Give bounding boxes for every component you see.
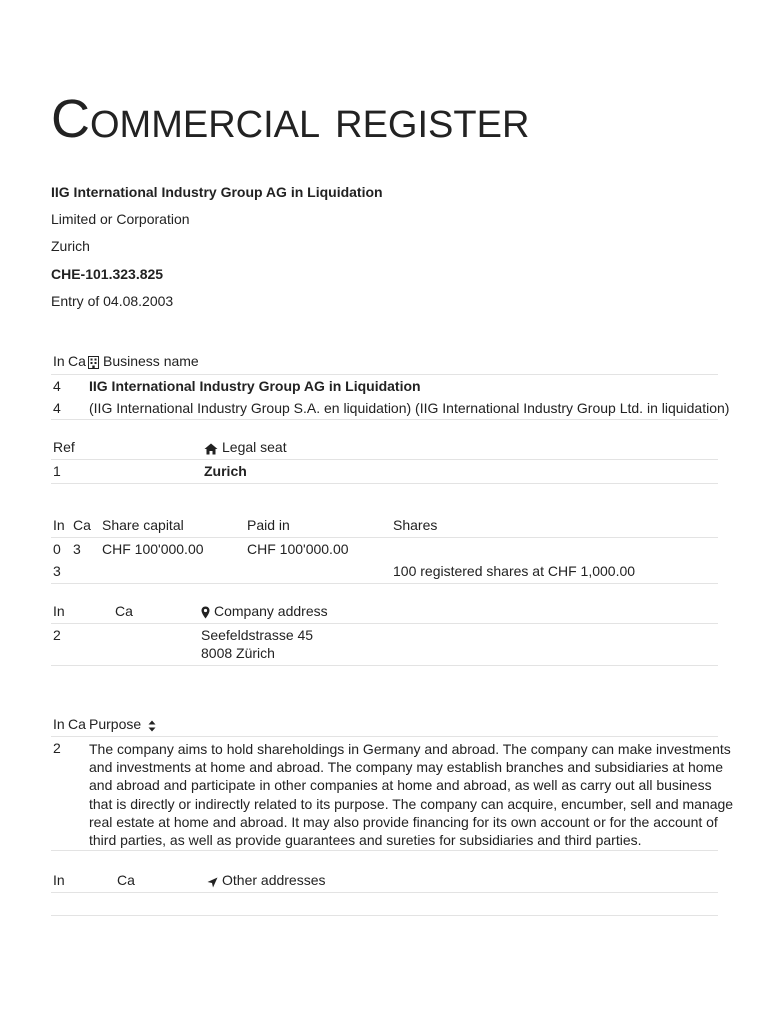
share-capital-section [51,515,718,584]
table-header [51,601,718,624]
column-ca: Ca [73,517,91,533]
purpose-section [51,714,734,851]
company-uid: CHE-101.323.825 [51,266,164,282]
legal-form: Limited or Corporation [51,211,190,227]
column-ref: Ref [53,439,75,455]
column-purpose[interactable] [89,716,160,733]
row-ref: 1 [53,463,61,479]
table-row [51,560,718,584]
column-in: In [53,517,65,533]
purpose-line: third parties, as well as provide guarantees and sureties for subsidiaries and third parties. [89,832,642,849]
company-address-section [51,601,718,666]
table-header [51,714,718,737]
row-in: 3 [53,563,61,579]
column-company-address [201,603,328,620]
column-ca: Ca [68,353,86,369]
column-ca: Ca [68,716,86,732]
address-city: 8008 Zürich [201,645,275,661]
row-in: 0 [53,541,61,557]
table-header [51,515,718,538]
row-in: 4 [53,400,61,416]
column-paid-in: Paid in [247,517,290,533]
home-icon [204,440,218,456]
column-in: In [53,353,65,369]
legal-seat-label: Legal seat [222,439,287,455]
table-row [51,460,718,484]
other-addresses-label: Other addresses [222,872,326,888]
purpose-line: The company aims to hold shareholdings in Germany and abroad. The company can make investments [89,741,731,757]
row-in: 2 [53,740,61,756]
location-arrow-icon [207,873,218,889]
share-capital-value: CHF 100'000.00 [102,541,204,557]
table-header [51,352,718,375]
column-other-addresses [207,872,326,889]
building-icon [88,354,99,370]
table-header [51,870,718,893]
business-name-value: IIG International Industry Group AG in Liquidation [89,378,421,394]
column-in: In [53,716,65,732]
column-ca: Ca [117,872,135,888]
column-in: In [53,603,65,619]
column-in: In [53,872,65,888]
sort-icon[interactable] [148,717,156,733]
column-legal-seat [204,439,287,456]
shares-value: 100 registered shares at CHF 1,000.00 [393,563,636,579]
entry-date: Entry of 04.08.2003 [51,293,174,309]
table-row [51,624,718,666]
table-row [51,397,730,420]
legal-seat-section [51,437,718,484]
column-ca: Ca [115,603,133,619]
row-in: 4 [53,378,61,394]
table-row [51,538,718,560]
map-marker-icon [201,604,210,620]
company-seat: Zurich [51,238,90,254]
table-header [51,437,718,460]
empty-row [51,893,718,916]
table-row [51,737,734,851]
column-share-capital: Share capital [102,517,184,533]
company-name: IIG International Industry Group AG in Liquidation [51,184,383,200]
purpose-text [89,740,733,849]
row-in: 2 [53,627,61,643]
page-title: Commercial register [51,89,530,149]
business-name-translations: (IIG International Industry Group S.A. en liquidation) (IIG International Industry Group Ltd. in liquidation) [89,400,730,416]
row-ca: 3 [73,541,81,557]
legal-seat-value: Zurich [204,463,247,479]
other-addresses-section [51,870,718,916]
table-row [51,375,718,397]
purpose-label: Purpose [89,716,142,732]
purpose-line: and investments at home and abroad. The company may establish branches and subsidiaries at home [89,759,723,776]
column-business-name [88,353,199,370]
purpose-line: real estate at home and abroad. It may also provide financing for its own account or for the account of [89,813,718,830]
purpose-line: and abroad and participate in other companies at home and abroad, as well as carry out all business [89,777,712,794]
paid-in-value: CHF 100'000.00 [247,541,349,557]
address-street: Seefeldstrasse 45 [201,627,314,643]
column-shares: Shares [393,517,438,533]
business-name-section [51,352,730,420]
company-address-label: Company address [214,603,328,619]
business-name-label: Business name [103,353,199,369]
purpose-line: that is directly or indirectly related to its purpose. The company can acquire, encumber, sell and manage [89,795,734,812]
